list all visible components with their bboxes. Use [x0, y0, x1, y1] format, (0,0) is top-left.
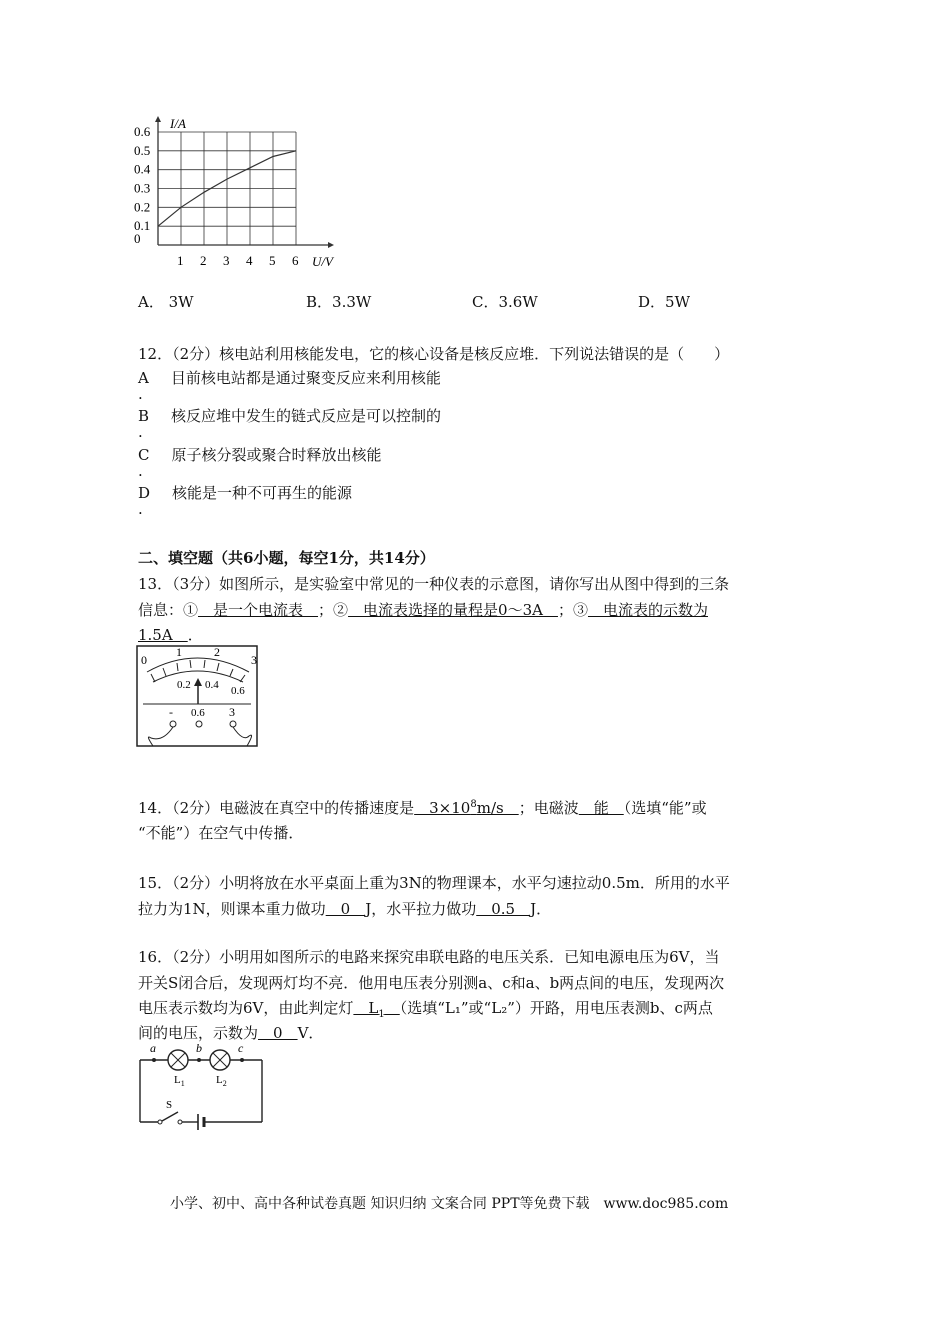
section-title: 二、填空题（共6小题，每空1分，共14分）	[138, 549, 435, 567]
q12-stem: 12．（2分）核电站利用核能发电，它的核心设备是核反应堆．下列说法错误的是（ ）	[138, 345, 730, 363]
chart-ticks	[134, 124, 299, 268]
q11-options	[138, 291, 838, 311]
scale-label-0.2: 0.2	[177, 679, 191, 691]
q15-answer-1: 0	[325, 900, 366, 918]
q14-line2: “不能”）在空气中传播．	[138, 824, 304, 842]
q16-answer-2: 0	[258, 1024, 298, 1042]
q11-option-b: B．3.3W	[306, 293, 372, 311]
q12-option-d: D 核能是一种不可再生的能源	[138, 484, 353, 502]
lamp-l2-label: $L_2$	[216, 1074, 227, 1088]
x-tick-label: 2	[200, 253, 207, 268]
y-tick-label: 0.5	[134, 142, 151, 158]
q16-line3: 电压表示数均为6V，由此判定灯 $L_1$ （选填“L₁”或“L₂”）开路，用电压表测b、c两点	[138, 999, 713, 1020]
q14-answer-1: $3\times 10^8m/s$	[414, 799, 519, 817]
x-tick-label: 4	[246, 253, 253, 268]
y-tick-label: 0	[134, 231, 141, 246]
y-axis-label: I/A	[170, 116, 186, 131]
switch-label: S	[166, 1099, 173, 1111]
x-tick-label: 5	[269, 253, 276, 268]
ammeter-diagram	[133, 642, 263, 754]
y-tick-label: 0.1	[134, 218, 151, 234]
q15-line2: 拉力为1N，则课本重力做功 0 J，水平拉力做功 0.5 J．	[138, 900, 552, 918]
terminal-neg: -	[169, 705, 173, 719]
x-axis-label: U/V	[312, 254, 333, 269]
scale-label-3: 3	[251, 653, 257, 667]
q16-line1: 16．（2分）小明用如图所示的电路来探究串联电路的电压关系．已知电源电压为6V，当	[138, 948, 720, 966]
q14-line1: 14．（2分）电磁波在真空中的传播速度是 $3\times 10^8m/s$ ；电磁波 能 （选填“能”或	[138, 799, 707, 817]
x-axis-arrow	[328, 242, 334, 248]
x-tick-label: 6	[292, 253, 299, 268]
q12-option-a: A 目前核电站都是通过聚变反应来利用核能	[138, 369, 441, 387]
q15-line1: 15．（2分）小明将放在水平桌面上重为3N的物理课本，水平匀速拉动0.5m．所用的水平	[138, 874, 730, 892]
scale-label-0: 0	[141, 653, 147, 667]
point-b: b	[196, 1041, 202, 1055]
terminal-0.6: 0.6	[191, 707, 205, 719]
q16-line4: 间的电压，示数为 0 V．	[138, 1024, 324, 1042]
q13-answer-1: 是一个电流表	[198, 601, 319, 619]
dot: .	[138, 423, 143, 441]
q16-line2: 开关S闭合后，发现两灯均不亮．他用电压表分别测a、c和a、b两点间的电压，发现两次	[138, 974, 725, 992]
y-tick-label: 0.6	[134, 124, 151, 139]
scale-label-1: 1	[176, 645, 182, 659]
q12-option-c: C 原子核分裂或聚合时释放出核能	[138, 446, 382, 464]
y-tick-label: 0.2	[134, 199, 151, 215]
y-tick-label: 0.3	[134, 180, 151, 196]
q16-answer-1: $L_1$	[353, 999, 385, 1020]
switch-s	[162, 1112, 178, 1121]
q11-option-d: D．5W	[638, 293, 690, 311]
page-footer: 小学、初中、高中各种试卷真题 知识归纳 文案合同 PPT等免费下载 www.doc985.com	[170, 1196, 729, 1212]
y-tick-label: 0.4	[134, 161, 151, 177]
scale-label-2: 2	[214, 645, 220, 659]
dot: .	[138, 500, 143, 518]
chart-grid	[155, 116, 334, 248]
x-tick-label: 1	[177, 253, 184, 268]
q11-option-a: A． 3W	[138, 293, 194, 311]
q12-option-b: B 核反应堆中发生的链式反应是可以控制的	[138, 407, 442, 425]
point-c: c	[238, 1041, 244, 1055]
q14-answer-2: 能	[578, 799, 624, 817]
scale-label-0.6: 0.6	[231, 685, 245, 697]
circuit-diagram	[130, 1040, 270, 1132]
q13-line2: 信息：① 是一个电流表 ；② 电流表选择的量程是0～3A ；③ 电流表的示数为	[138, 601, 708, 619]
q13-line3: 1.5A ．	[138, 626, 203, 644]
terminal-3: 3	[229, 705, 235, 719]
q11-option-c: C．3.6W	[472, 293, 538, 311]
q13-answer-3: 电流表的示数为	[587, 601, 708, 619]
iu-graph	[130, 112, 350, 272]
dot: .	[138, 385, 143, 403]
point-a: a	[150, 1041, 156, 1055]
q13-answer-2: 电流表选择的量程是0～3A	[348, 601, 558, 619]
q13-answer-3-cont: 1.5A	[138, 626, 188, 644]
scale-label-0.4: 0.4	[205, 679, 219, 691]
lamp-l1-label: $L_1$	[174, 1074, 185, 1088]
dot: .	[138, 462, 143, 480]
x-tick-label: 3	[223, 253, 230, 268]
q15-answer-2: 0.5	[476, 900, 531, 918]
y-axis-arrow	[155, 116, 161, 122]
q13-line1: 13．（3分）如图所示，是实验室中常见的一种仪表的示意图，请你写出从图中得到的三条	[138, 575, 730, 593]
